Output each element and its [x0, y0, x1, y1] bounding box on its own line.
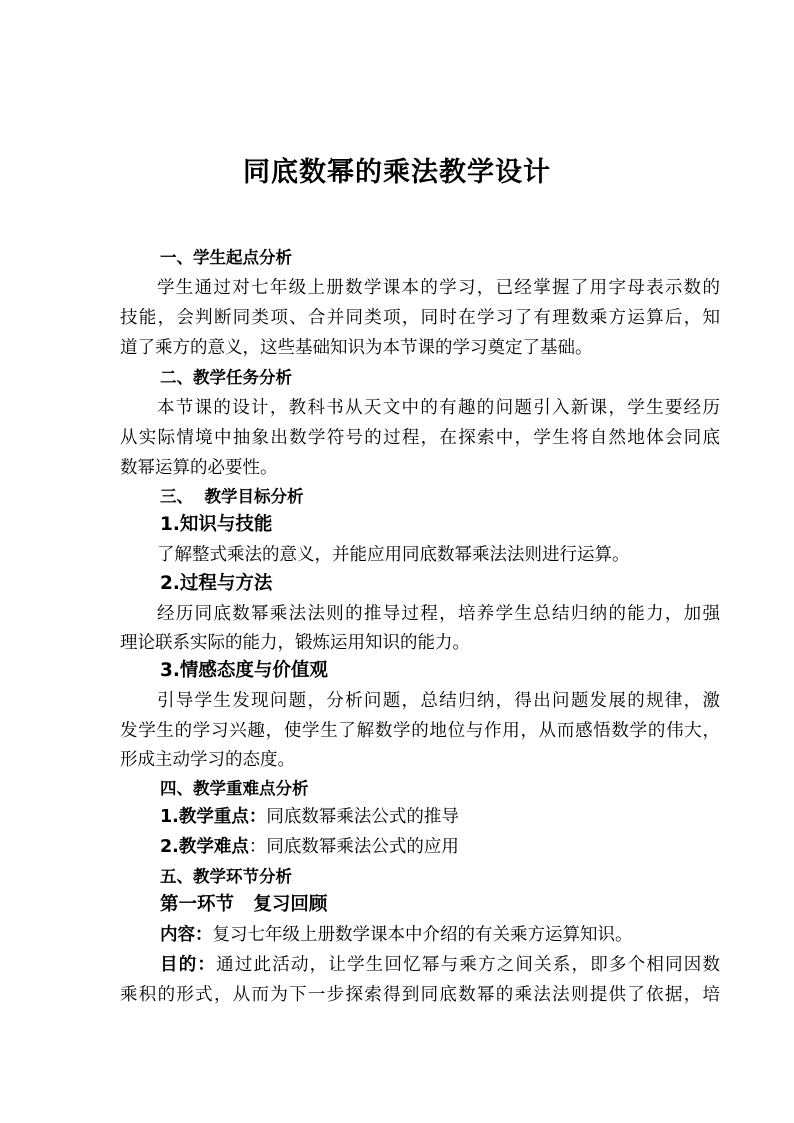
subheading-process-methods: 2.过程与方法	[160, 573, 273, 594]
purpose-label: 目的：	[160, 955, 217, 975]
step-one-heading: 第一环节 复习回顾	[160, 894, 328, 915]
paragraph-line: 经历同底数幂乘法法则的推导过程，培养学生总结归纳的能力，加强	[157, 604, 720, 624]
paragraph-line: 理论联系实际的能力，锻炼运用知识的能力。	[120, 633, 470, 653]
paragraph-line: 形成主动学习的态度。	[120, 750, 295, 770]
key-point-label: 1.教学重点：	[160, 807, 267, 827]
section-heading-teaching-steps: 五、教学环节分析	[160, 867, 292, 886]
difficult-point-line	[120, 832, 720, 862]
paragraph-line: 从实际情境中抽象出数学符号的过程，在探索中，学生将自然地体会同底	[120, 428, 720, 448]
document-title: 同底数幂的乘法教学设计	[243, 157, 551, 188]
purpose-line	[120, 950, 720, 980]
section-heading-objectives: 三、 教学目标分析	[160, 487, 304, 506]
key-point-text: 同底数幂乘法公式的推导	[266, 807, 459, 827]
paragraph-line: 学生通过对七年级上册数学课本的学习，已经掌握了用字母表示数的	[157, 278, 720, 298]
paragraph-line: 引导学生发现问题，分析问题，总结归纳，得出问题发展的规律，激	[157, 691, 720, 711]
content-label: 内容：	[160, 925, 213, 945]
paragraph-line: 数幂运算的必要性。	[120, 458, 278, 478]
paragraph-line: 技能，会判断同类项、合并同类项，同时在学习了有理数乘方运算后，知	[120, 308, 720, 328]
paragraph-line: 本节课的设计，教科书从天文中的有趣的问题引入新课，学生要经历	[157, 398, 720, 418]
key-point-line	[120, 802, 720, 832]
section-heading-task-analysis: 二、教学任务分析	[160, 368, 292, 387]
paragraph-line: 了解整式乘法的意义，并能应用同底数幂乘法法则进行运算。	[157, 545, 630, 565]
paragraph-line: 道了乘方的意义，这些基础知识为本节课的学习奠定了基础。	[120, 338, 593, 358]
subheading-knowledge-skills: 1.知识与技能	[160, 514, 273, 535]
content-text: 复习七年级上册数学课本中介绍的有关乘方运算知识。	[212, 925, 633, 945]
purpose-text: 通过此活动，让学生回忆幂与乘方之间关系，即多个相同因数	[216, 955, 721, 975]
section-heading-student-analysis: 一、学生起点分析	[160, 248, 292, 267]
difficult-point-label: 2.教学难点	[160, 837, 249, 857]
difficult-point-text: ：同底数幂乘法公式的应用	[248, 837, 459, 857]
subheading-attitude-values: 3.情感态度与价值观	[160, 660, 328, 681]
content-line	[120, 920, 720, 950]
paragraph-line: 发学生的学习兴趣，使学生了解数学的地位与作用，从而感悟数学的伟大，	[120, 721, 720, 741]
paragraph-line: 乘积的形式，从而为下一步探索得到同底数幂的乘法法则提供了依据，培	[120, 985, 720, 1005]
section-heading-key-difficult: 四、教学重难点分析	[160, 779, 309, 798]
